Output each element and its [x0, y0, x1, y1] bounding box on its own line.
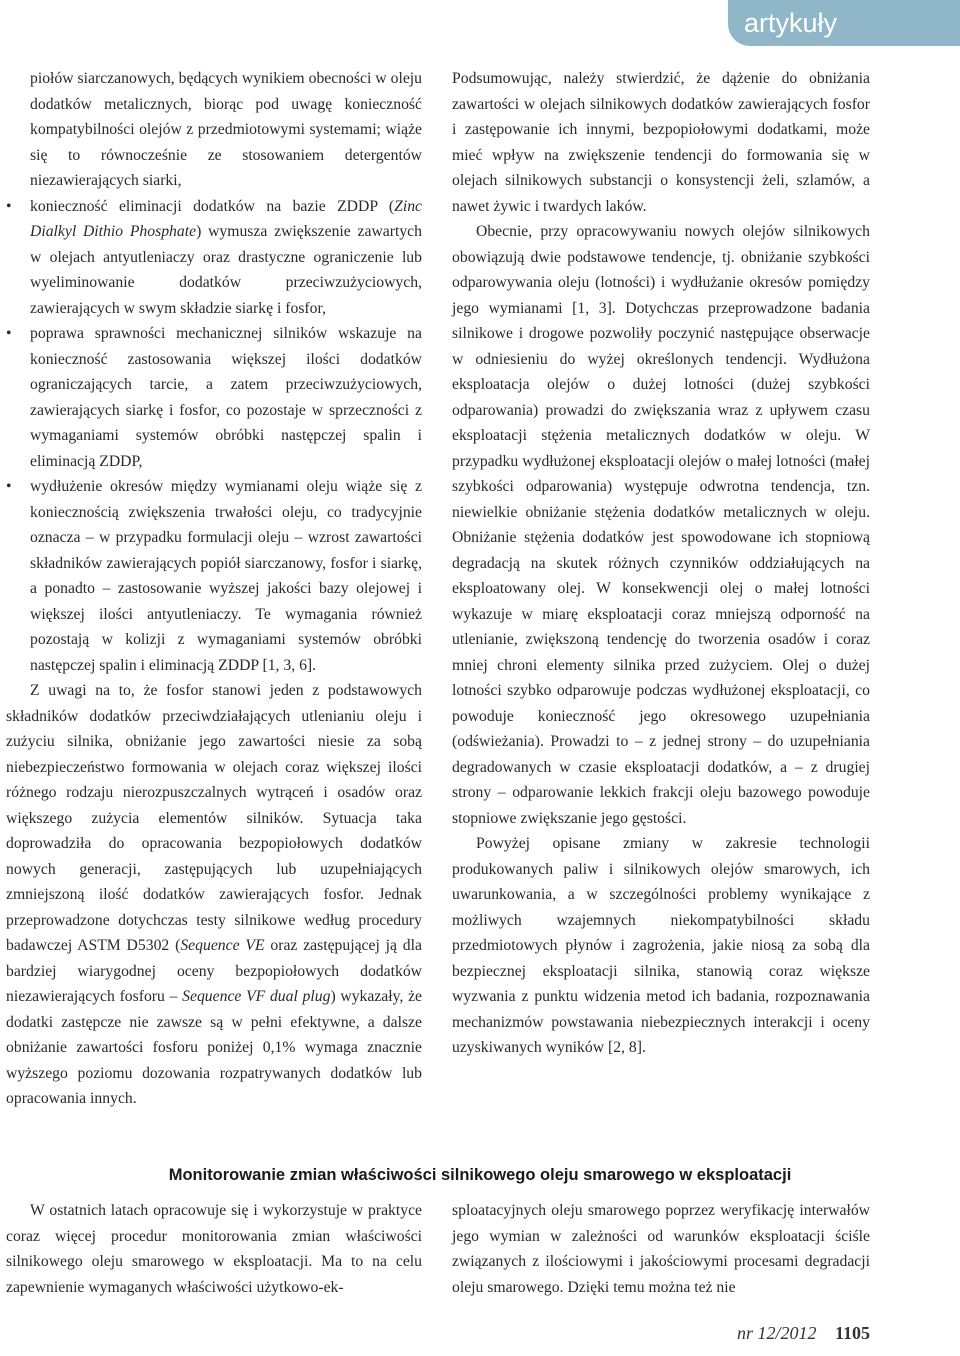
bullet-item-drain-intervals — [6, 474, 422, 678]
bullet-italic-term: Zinc Dialkyl Dithio Phosphate — [30, 197, 422, 240]
bullet-marker: • — [6, 197, 12, 215]
section-left-column — [6, 1198, 422, 1300]
bullet-marker: • — [6, 325, 12, 342]
bullet-text: wydłużenie okresów między wymianami oleju wiąże się z koniecznością zwiększenia trwałości oleju, co tradycyjnie oznacza – w przypadku formulacji oleju – wzrost zawartości składników zawierających popiół siarczanowy, fosfor i siarkę, a ponadto – zastosowanie wyższej jakości bazy olejowej i większej ilości antyutleniaczy. Te wymagania również pozostają w kolizji z wymaganiami systemów obróbki następczej spalin i eliminacją ZDDP [1, 3, 6]. — [30, 478, 422, 674]
issue-number: nr 12/2012 — [736, 1323, 817, 1343]
paragraph-text: ) wykazały, że dodatki zastępcze nie zawsze są w pełni efektywne, a dalsze obniżanie zawartości fosforu poniżej 0,1% wymaga znacznie wyższego poziomu dozowania rozpatrywanych dodatków lub opracowania innych. — [6, 988, 423, 1107]
bullet-item-zddp — [6, 194, 422, 322]
continuation-paragraph: piołów siarczanowych, będących wynikiem obecności w oleju dodatków metalicznych, biorąc pod uwagę konieczność kompatybilności olejów z przedmiotowymi systemami; wiąże się to równocześnie ze stosowaniem detergentów niezawierających siarki, — [30, 70, 422, 189]
section-paragraph-right: sploatacyjnych oleju smarowego poprzez weryfikację interwałów jego wymian w zależności od warunków eksploatacji ściśle związanych z ilościowymi i jakościowymi procesami degradacji oleju smarowego. Dzięki temu można też nie — [452, 1202, 870, 1296]
section-tag: artykuły — [728, 0, 960, 46]
section-heading: Monitorowanie zmian właściwości silnikowego oleju smarowego w eksploatacji — [168, 1166, 792, 1184]
bullet-text: ) wymusza zwiększenie zawartych w olejach antyutleniaczy oraz drastyczne ograniczenie lub wyeliminowanie dodatków przeciwzużyciowych, zawierających w swym składzie siarkę i fosfor, — [30, 223, 422, 317]
bullet-marker: • — [6, 478, 12, 495]
page-footer — [737, 1323, 870, 1344]
body-paragraph-tendencies: Obecnie, przy opracowywaniu nowych olejów silnikowych obowiązują dwie podstawowe tendencje, tj. obniżanie szybkości odparowywania oleju (lotności) i wydłużanie okresów pomiędzy jego wymianami [1, 3]. Dotychczas przeprowadzone badania silnikowe i drogowe pozwoliły poczynić następujące obserwacje w odniesieniu do wyżej określonych tendencji. Wydłużona eksploatacja olejów o dużej lotności (dużej szybkości odparowania) prowadzi do zwiększania wraz z upływem czasu eksploatacji stężenia metalicznych dodatków w oleju. W przypadku wydłużonej eksploatacji olejów o małej lotności (małej szybkości odparowania) występuje odwrotna tendencja, tzn. niewielkie obniżanie stężenia dodatków metalicznych w oleju. Obniżanie stężenia dodatków jest spowodowane ich stopniową degradacją na skutek różnych czynników oddziałujących na eksploatowany olej. W konsekwencji olej o małej lotności wykazuje w miarę eksploatacji coraz mniejszą odporność na utlenianie, zwiększoną tendencję do tworzenia osadów i coraz mniej chroni elementy silnika przed zużyciem. Olej o dużej lotności szybko odparowuje podczas wydłużonej eksploatacji, co powoduje konieczność jego okresowego uzupełniania (odświeżania). Prowadzi to – z jednej strony – do uzupełniania degradowanych w czasie eksploatacji dodatków, a – z drugiej strony – odparowanie lekkich frakcji oleju bazowego powoduje stopniowe zwiększanie jego gęstości. — [452, 223, 870, 827]
paragraph-text: oraz zastępującej ją dla bardziej wiarygodnej oceny bezpopiołowych dodatków niezawierających fosforu – — [6, 937, 422, 1005]
right-column — [452, 66, 870, 1061]
body-paragraph-summary: Podsumowując, należy stwierdzić, że dążenie do obniżania zawartości w olejach silnikowych dodatków zawierających fosfor i zastępowanie ich innymi, bezpopiołowymi dodatkami, może mieć wpływ na zwiększenie tendencji do formowania się w olejach silnikowych substancji o konsystencji żeli, szlamów, a nawet żywic i twardych laków. — [452, 70, 870, 215]
section-paragraph-left: W ostatnich latach opracowuje się i wykorzystuje w praktyce coraz więcej procedur monitorowania zmian właściwości silnikowego oleju smarowego w eksploatacji. Ma to na celu zapewnienie wymaganych właściwości użytkowo-ek- — [6, 1202, 422, 1296]
bullet-item-mechanical-efficiency — [6, 321, 422, 474]
body-paragraph-conclusions: Powyżej opisane zmiany w zakresie technologii produkowanych paliw i silnikowych olejów smarowych, ich uwarunkowania, a w szczególności problemy wynikające z możliwych wzajemnych niekompatybilności składu przedmiotowych płynów i zagrożenia, jakie niosą za sobą dla bezpiecznej eksploatacji silnika, stanowią coraz większe wyzwania z punktu widzenia metod ich badania, rozpoznawania mechanizmów powstawania niebezpiecznych interakcji i oceny uzyskiwanych wyników [2, 8]. — [452, 835, 870, 1056]
page-number: 1105 — [834, 1323, 870, 1343]
section-right-column — [452, 1198, 870, 1300]
body-paragraph-phosphorus — [6, 678, 422, 1112]
left-column — [6, 66, 422, 1112]
bullet-text: poprawa sprawności mechanicznej silników wskazuje na konieczność zastosowania większej ilości dodatków ograniczających tarcie, a zatem przeciwzużyciowych, zawierających siarkę i fosfor, co pozostaje w sprzeczności z wymaganiami systemów obróbki następczej spalin i eliminacją ZDDP, — [30, 325, 422, 470]
italic-term: Sequence VF dual plug — [182, 988, 331, 1005]
paragraph-text: Z uwagi na to, że fosfor stanowi jeden z podstawowych składników dodatków przeciwdziałających utlenianiu oleju i zużyciu silnika, obniżanie jego zawartości niesie za sobą niebezpieczeństwo formowania w olejach coraz większej ilości różnego rodzaju nierozpuszczalnych wytrąceń i osadów oraz większego zużycia elementów silników. Sytuacja taka doprowadziła do opracowania bezpopiołowych dodatków nowych generacji, zastępujących lub uzupełniających zmniejszoną ilość dodatków zawierających fosfor. Jednak przeprowadzone dotychczas testy silnikowe według procedury badawczej ASTM D5302 ( — [6, 682, 422, 954]
italic-term: Sequence VE — [180, 937, 265, 954]
bullet-text: konieczność eliminacji dodatków na bazie ZDDP ( — [30, 197, 395, 215]
